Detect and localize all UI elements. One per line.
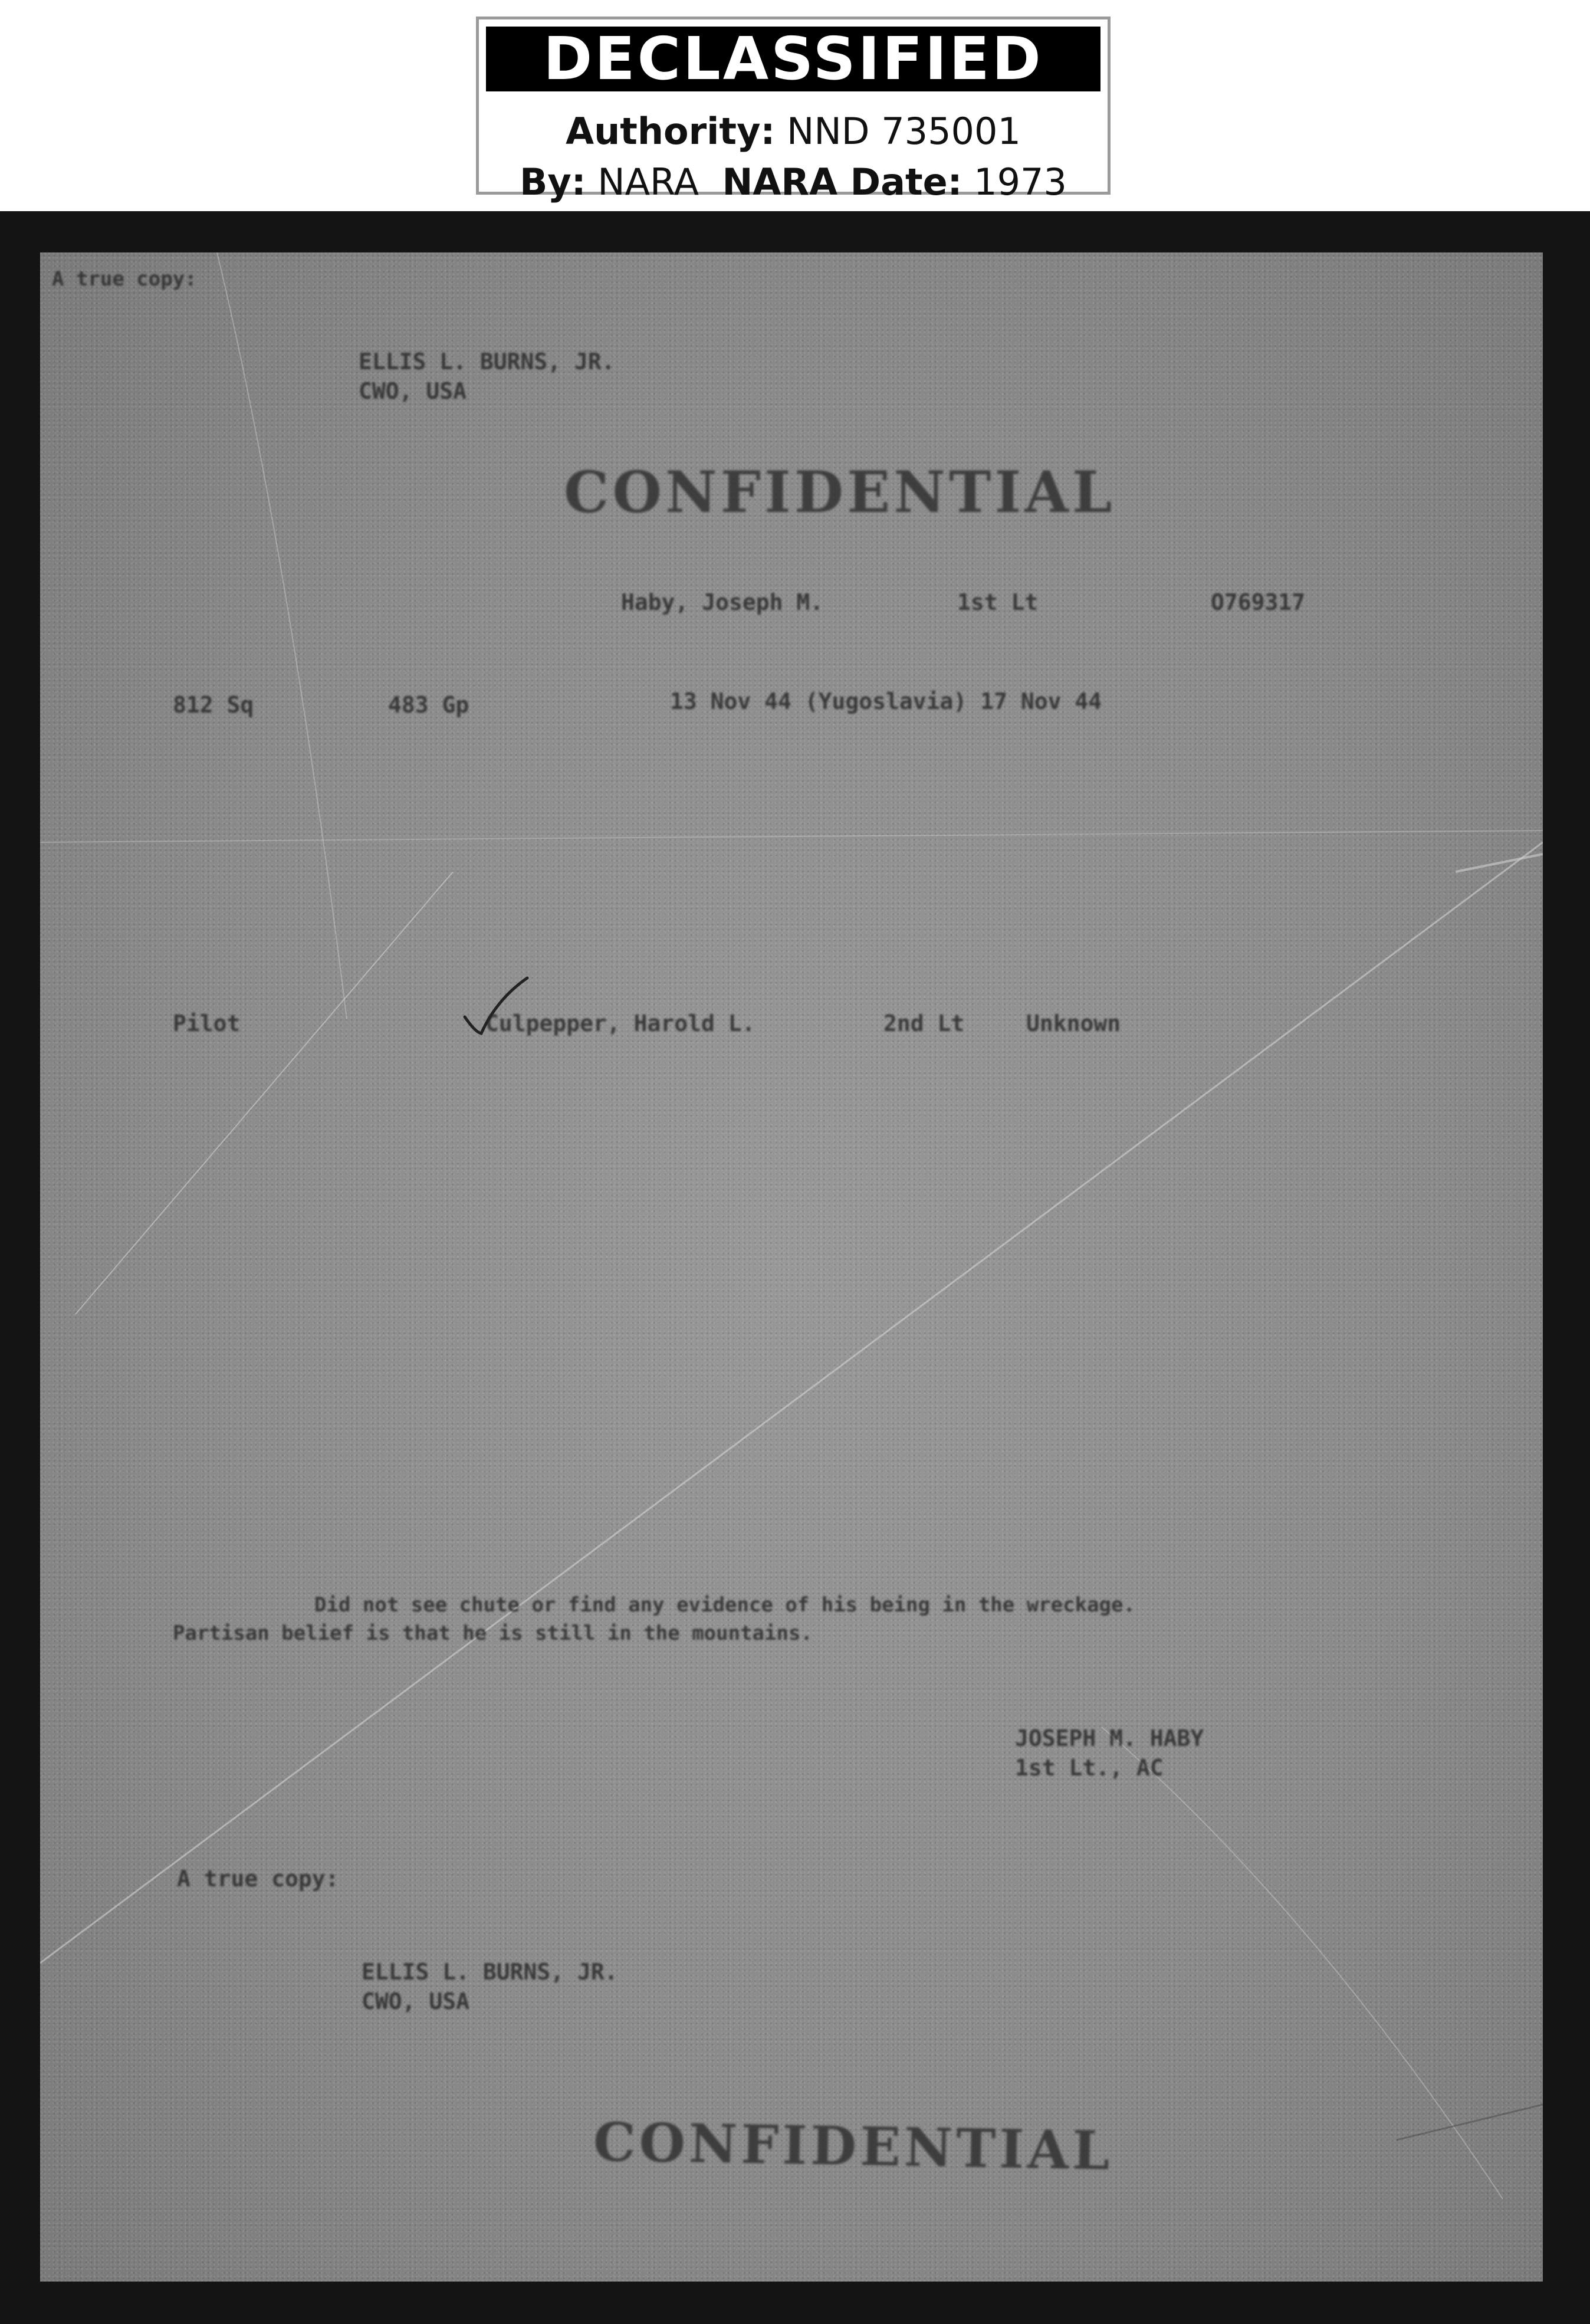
signature-name: JOSEPH M. HABY	[1015, 1725, 1204, 1751]
classification-bottom: CONFIDENTIAL	[593, 2110, 1114, 2182]
crew-status: Unknown	[1026, 1010, 1121, 1036]
document-page	[40, 252, 1543, 2282]
squadron: 812 Sq	[173, 692, 254, 718]
declassified-stamp	[476, 17, 1111, 203]
footer-signer-title: CWO, USA	[362, 1988, 470, 2014]
stamp-authority-line	[479, 109, 1108, 154]
reporter-rank: 1st Lt	[957, 589, 1039, 615]
footer-signer-name: ELLIS L. BURNS, JR.	[362, 1959, 618, 1985]
authority-value: NND 735001	[787, 110, 1021, 153]
classification-top: CONFIDENTIAL	[564, 459, 1116, 526]
stamp-title: DECLASSIFIED	[486, 27, 1100, 91]
stamp-by-line	[479, 160, 1108, 205]
statement-line-2: Partisan belief is that he is still in the mountains.	[173, 1621, 813, 1645]
authority-label: Authority:	[566, 110, 776, 153]
crew-name: Culpepper, Harold L.	[485, 1010, 755, 1036]
nara-date-label: NARA Date:	[722, 160, 962, 203]
scan-frame	[0, 211, 1590, 2324]
statement-line-1: Did not see chute or find any evidence of his being in the wreckage.	[314, 1593, 1135, 1617]
nara-date-value: 1973	[974, 160, 1067, 203]
header-corner-text: A true copy:	[52, 267, 197, 291]
by-label: By:	[520, 160, 586, 203]
crew-position: Pilot	[173, 1010, 241, 1036]
reporter-name: Haby, Joseph M.	[621, 589, 824, 615]
signature-title: 1st Lt., AC	[1015, 1755, 1164, 1781]
true-copy-label: A true copy:	[177, 1866, 339, 1892]
header-signer-title: CWO, USA	[359, 378, 467, 404]
group: 483 Gp	[388, 692, 469, 718]
by-value: NARA	[597, 160, 699, 203]
mission-dates: 13 Nov 44 (Yugoslavia) 17 Nov 44	[670, 688, 1102, 714]
film-scratches	[40, 252, 1543, 2282]
header-signer-name: ELLIS L. BURNS, JR.	[359, 349, 615, 375]
reporter-serial: O769317	[1211, 589, 1306, 615]
crew-rank: 2nd Lt	[883, 1010, 965, 1036]
